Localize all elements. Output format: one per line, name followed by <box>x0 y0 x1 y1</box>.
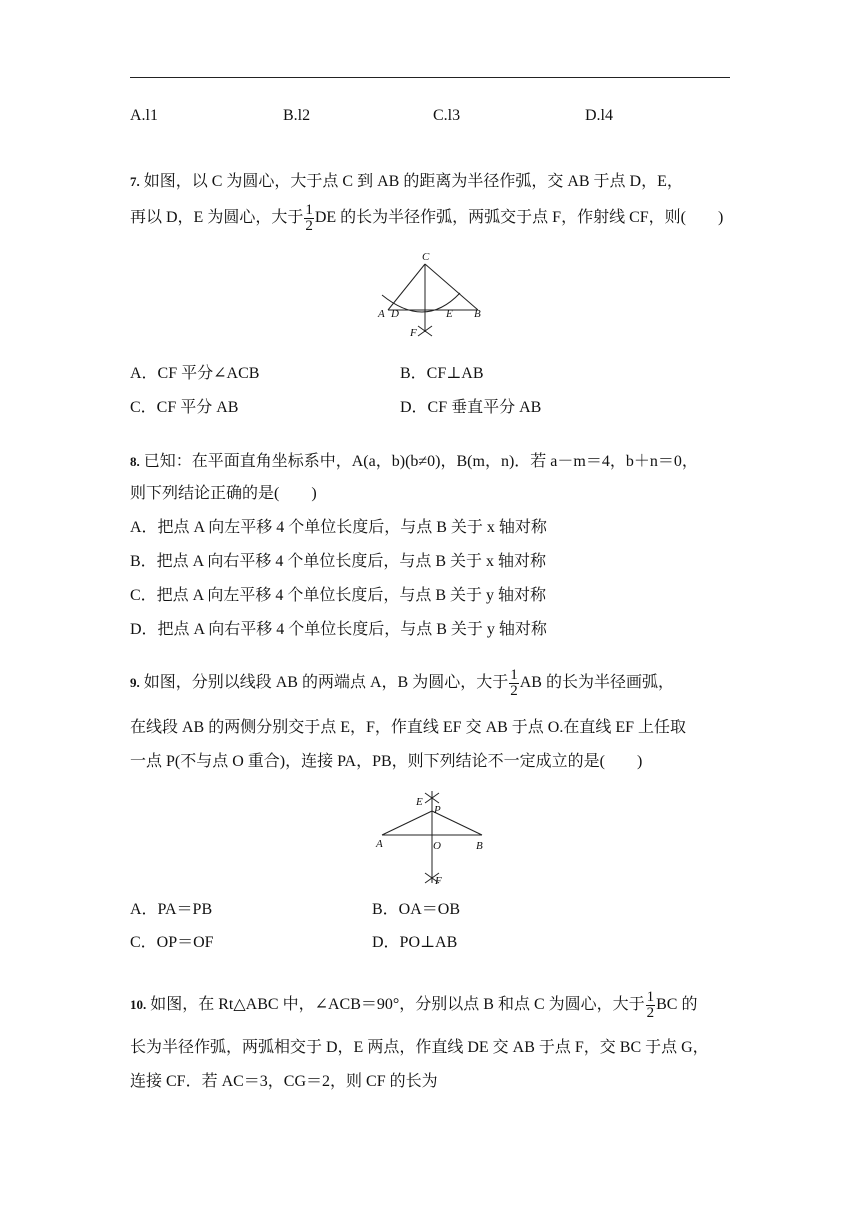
q9-text-line1-post: AB 的长为半径画弧， <box>519 674 674 692</box>
q9-line1 <box>130 668 674 699</box>
q9-line2: 在线段 AB 的两侧分别交于点 E，F，作直线 EF 交 AB 于点 O.在直线 EF 上任取 <box>130 719 687 736</box>
q9-option-b: B．OA＝OB <box>372 901 461 918</box>
q7-label-c: C <box>422 251 430 263</box>
q9-label-o: O <box>433 840 441 852</box>
q9-line3: 一点 P(不与点 O 重合)，连接 PA，PB，则下列结论不一定成立的是( ) <box>130 753 643 770</box>
q9-fraction: $\frac{1}{2}$ <box>510 667 518 699</box>
q8-option-b: B．把点 A 向右平移 4 个单位长度后，与点 B 关于 x 轴对称 <box>130 553 547 570</box>
q9-label-f: F <box>435 875 442 887</box>
q7-text-line2-pre: 再以 D，E 为圆心，大于 <box>130 209 304 227</box>
q7-text-line2-post: DE 的长为半径作弧，两弧交于点 F，作射线 CF，则( ) <box>314 209 724 227</box>
q7-option-c: C．CF 平分 AB <box>130 399 239 416</box>
prev-option-b: B.l2 <box>283 107 311 124</box>
q10-text-line1-pre: 如图，在 Rt△ABC 中，∠ACB＝90°，分别以点 B 和点 C 为圆心，大于 <box>150 996 645 1014</box>
q7-option-d: D．CF 垂直平分 AB <box>400 399 542 416</box>
prev-option-d: D.l4 <box>585 107 613 124</box>
q8-option-a: A．把点 A 向左平移 4 个单位长度后，与点 B 关于 x 轴对称 <box>130 519 547 536</box>
q9-option-a: A．PA＝PB <box>130 901 213 918</box>
q7-fraction: $\frac{1}{2}$ <box>305 202 313 234</box>
q9-figure <box>370 787 495 889</box>
q8-option-d: D．把点 A 向右平移 4 个单位长度后，与点 B 关于 y 轴对称 <box>130 621 547 638</box>
q10-line2: 长为半径作弧，两弧相交于 D，E 两点，作直线 DE 交 AB 于点 F，交 BC 于点 G， <box>130 1039 709 1056</box>
header-rule <box>130 77 730 78</box>
q7-label-e: E <box>446 308 453 320</box>
q9-option-c: C．OP＝OF <box>130 934 214 951</box>
q7-label-d: D <box>391 308 399 320</box>
q7-label-b: B <box>474 308 481 320</box>
q10-line3: 连接 CF．若 AC＝3，CG＝2，则 CF 的长为 <box>130 1073 438 1090</box>
q8-text-line1: 已知：在平面直角坐标系中，A(a，b)(b≠0)，B(m，n)．若 a－m＝4，b＋n＝0， <box>143 453 698 470</box>
prev-option-a: A.l1 <box>130 107 158 124</box>
q7-number: 7. <box>130 174 140 189</box>
q7-option-b: B．CF⊥AB <box>400 365 484 382</box>
q7-figure <box>370 248 500 343</box>
q7-label-a: A <box>378 308 385 320</box>
q7-option-a: A．CF 平分∠ACB <box>130 365 260 382</box>
q8-line2: 则下列结论正确的是( ) <box>130 485 317 502</box>
q9-number: 9. <box>130 675 140 691</box>
q10-number: 10. <box>130 997 147 1013</box>
q8-option-c: C．把点 A 向左平移 4 个单位长度后，与点 B 关于 y 轴对称 <box>130 587 547 604</box>
q10-fraction: $\frac{1}{2}$ <box>646 989 655 1021</box>
q7-line2 <box>130 203 723 234</box>
q9-label-a: A <box>376 838 383 850</box>
q9-label-p: P <box>434 804 441 816</box>
q9-label-b: B <box>476 840 483 852</box>
q8-number: 8. <box>130 454 140 469</box>
q8-line1 <box>130 452 698 472</box>
prev-option-c: C.l3 <box>433 107 461 124</box>
q10-text-line1-post: BC 的 <box>656 996 698 1014</box>
q7-label-f: F <box>410 327 417 339</box>
q9-label-e: E <box>416 796 423 808</box>
q9-text-line1-pre: 如图，分别以线段 AB 的两端点 A，B 为圆心，大于 <box>143 674 509 692</box>
q7-line1 <box>130 172 683 192</box>
q10-line1 <box>130 990 697 1021</box>
q7-text-line1: 如图，以 C 为圆心，大于点 C 到 AB 的距离为半径作弧，交 AB 于点 D，E， <box>143 173 683 190</box>
q9-option-d: D．PO⊥AB <box>372 934 458 951</box>
